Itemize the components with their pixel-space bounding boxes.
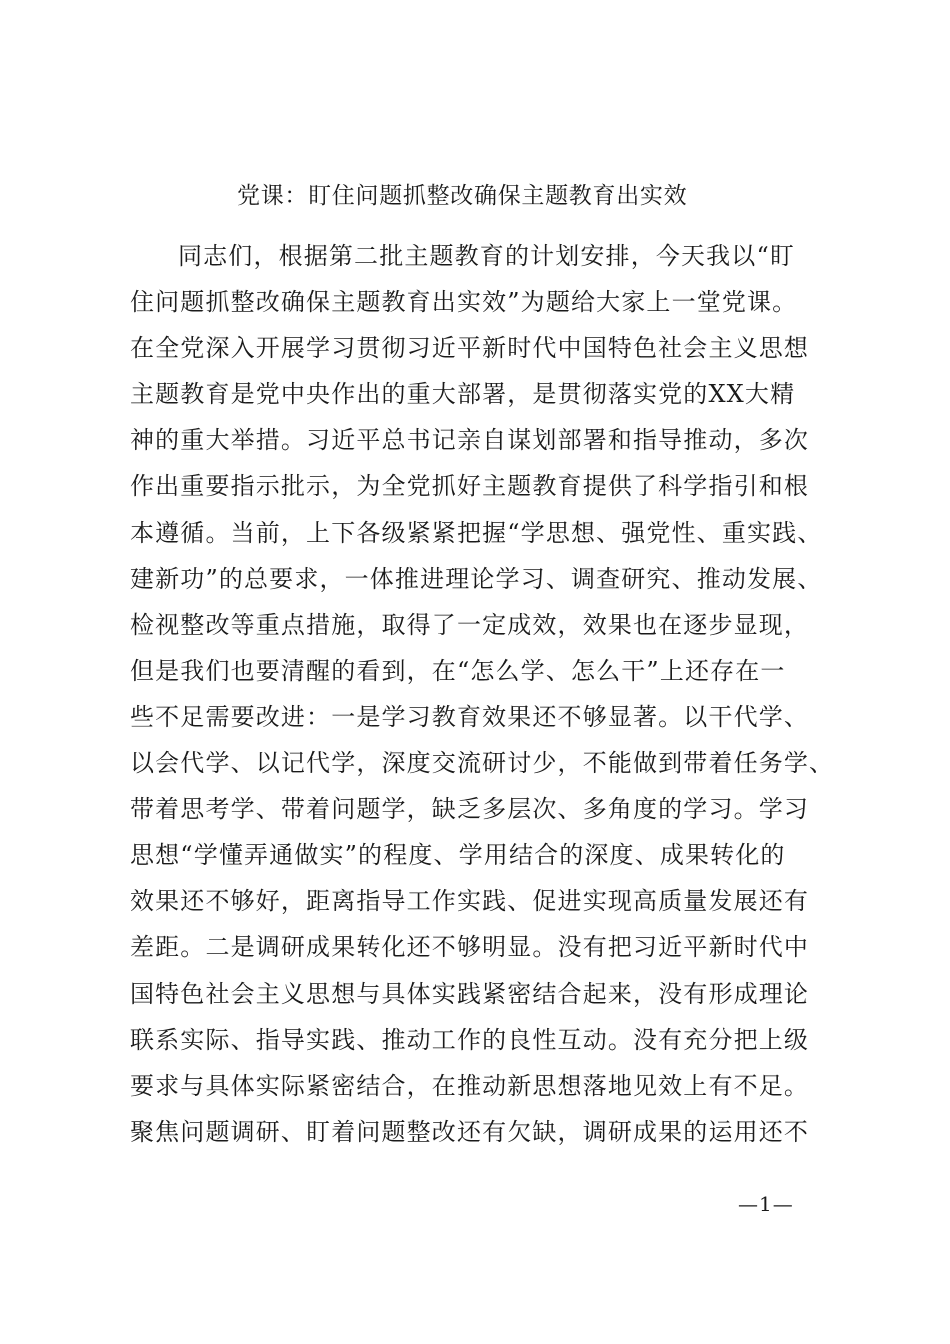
- body-line: 效果还不够好，距离指导工作实践、促进实现高质量发展还有: [130, 887, 810, 916]
- body-line: 思想“学懂弄通做实”的程度、学用结合的深度、成果转化的: [130, 841, 786, 870]
- body-line: 作出重要指示批示，为全党抓好主题教育提供了科学指引和根: [130, 472, 810, 501]
- body-line: 在全党深入开展学习贯彻习近平新时代中国特色社会主义思想: [130, 334, 810, 363]
- body-line: 要求与具体实际紧密结合，在推动新思想落地见效上有不足。: [130, 1071, 810, 1100]
- body-line: 带着思考学、带着问题学，缺乏多层次、多角度的学习。学习: [130, 795, 810, 824]
- document-title: 党课：盯住问题抓整改确保主题教育出实效: [237, 183, 688, 209]
- body-line: 建新功”的总要求，一体推进理论学习、调查研究、推动发展、: [130, 564, 823, 593]
- body-line: 联系实际、指导实践、推动工作的良性互动。没有充分把上级: [130, 1025, 810, 1054]
- page-number: —1—: [738, 1192, 794, 1216]
- body-line: 以会代学、以记代学，深度交流研讨少，不能做到带着任务学、: [130, 749, 835, 778]
- body-line: 住问题抓整改确保主题教育出实效”为题给大家上一堂党课。: [130, 288, 798, 317]
- body-line: 些不足需要改进：一是学习教育效果还不够显著。以干代学、: [130, 702, 810, 731]
- body-line: 国特色社会主义思想与具体实践紧密结合起来，没有形成理论: [130, 979, 810, 1008]
- document-body: [130, 233, 850, 1155]
- body-line: 聚焦问题调研、盯着问题整改还有欠缺，调研成果的运用还不: [130, 1117, 810, 1146]
- body-line: 检视整改等重点措施，取得了一定成效，效果也在逐步显现，: [130, 610, 810, 639]
- body-line: 本遵循。当前，上下各级紧紧把握“学思想、强党性、重实践、: [130, 518, 823, 547]
- body-line: 但是我们也要清醒的看到，在“怎么学、怎么干”上还存在一: [130, 656, 786, 685]
- body-line: 神的重大举措。习近平总书记亲自谋划部署和指导推动，多次: [130, 426, 810, 455]
- body-line: 主题教育是党中央作出的重大部署，是贯彻落实党的XX大精: [130, 380, 796, 409]
- body-line: 同志们，根据第二批主题教育的计划安排，今天我以“盯: [178, 242, 796, 270]
- body-line: 差距。二是调研成果转化还不够明显。没有把习近平新时代中: [130, 933, 810, 962]
